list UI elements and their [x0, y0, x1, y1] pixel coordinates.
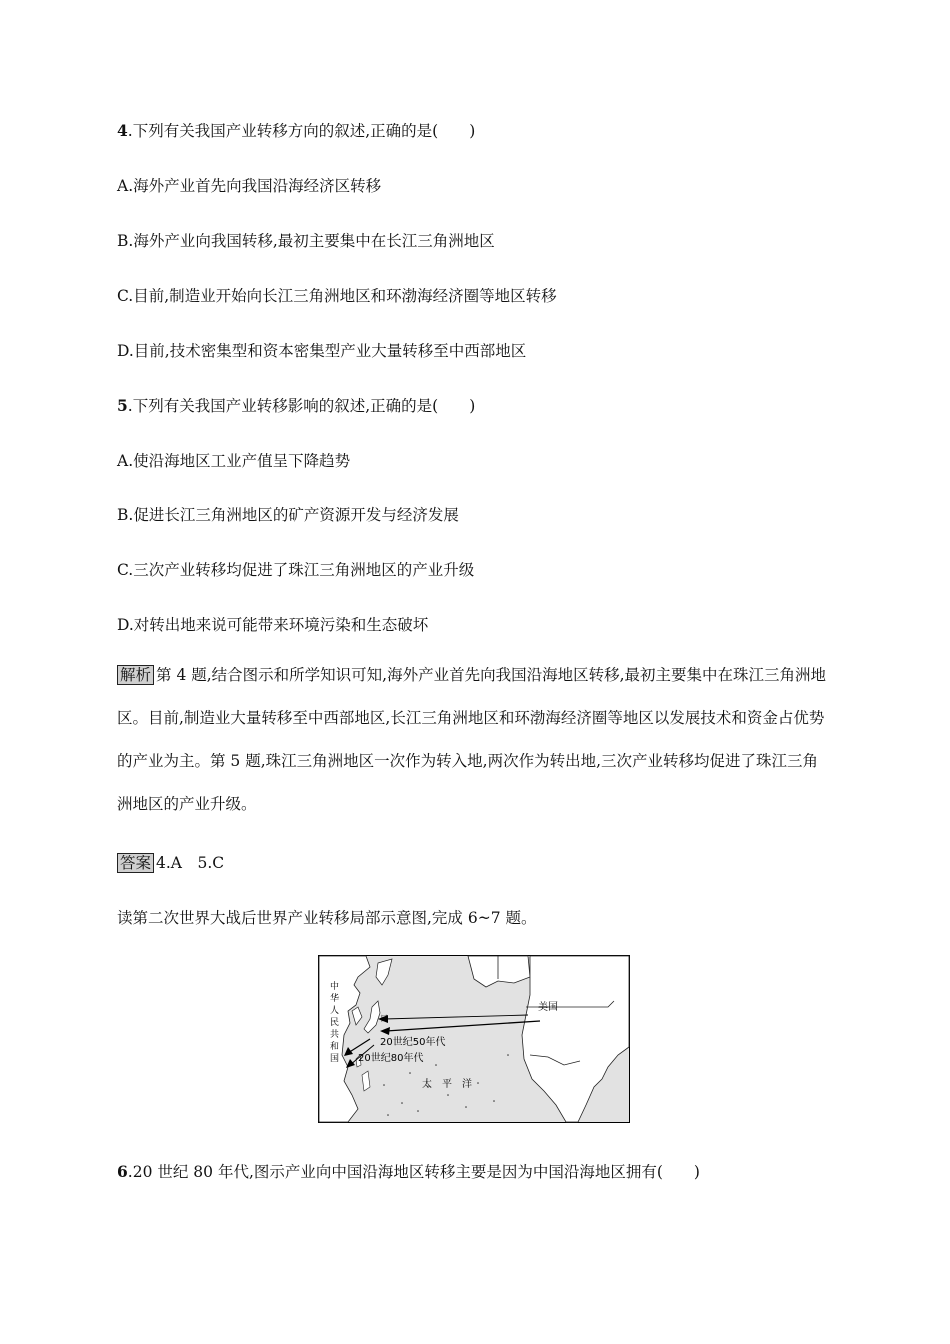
- map-label-china-char: 民: [330, 1018, 340, 1028]
- answer-tag: 答案: [117, 853, 154, 873]
- question-4-option-d: D.目前,技术密集型和资本密集型产业大量转移至中西部地区: [117, 342, 527, 360]
- industry-transfer-map: [318, 955, 630, 1123]
- question-6-stem: [117, 1160, 700, 1182]
- answer-text: 4.A 5.C: [156, 854, 225, 872]
- map-label-china-char: 华: [330, 994, 340, 1004]
- map-label-china-char: 中: [330, 982, 340, 992]
- question-4-option-c: C.目前,制造业开始向长江三角洲地区和环渤海经济圈等地区转移: [117, 287, 557, 305]
- question-4-option-a: A.海外产业首先向我国沿海经济区转移: [117, 177, 382, 195]
- map-label-china-char: 共: [330, 1030, 340, 1040]
- question-5-number: 5: [117, 396, 128, 415]
- answer-block: [117, 851, 224, 873]
- question-5-option-d: D.对转出地来说可能带来环境污染和生态破坏: [117, 616, 429, 634]
- question-5-stem: [117, 394, 475, 416]
- question-4-stem: [117, 119, 475, 141]
- map-intro-text: 读第二次世界大战后世界产业转移局部示意图,完成 6~7 题。: [117, 909, 537, 927]
- question-5-option-b: B.促进长江三角洲地区的矿产资源开发与经济发展: [117, 506, 459, 524]
- question-4-text: .下列有关我国产业转移方向的叙述,正确的是( ): [127, 122, 476, 140]
- map-label-china-char: 人: [330, 1006, 340, 1016]
- question-5-text: .下列有关我国产业转移影响的叙述,正确的是( ): [127, 397, 476, 415]
- question-6-number: 6: [117, 1162, 128, 1181]
- map-label-china-char: 和: [330, 1042, 340, 1052]
- question-5-option-a: A.使沿海地区工业产值呈下降趋势: [117, 452, 351, 470]
- analysis-text: 第 4 题,结合图示和所学知识可知,海外产业首先向我国沿海地区转移,最初主要集中在珠江三角洲地区。目前,制造业大量转移至中西部地区,长江三角洲地区和环渤海经济圈等地区以发展技术和资金占优势的产业为主。第 5 题,珠江三角洲地区一次作为转入地,两次作为转出地,三次产业转移均促进了珠江三角洲地区的产业升级。: [117, 666, 827, 813]
- map-label-1980s: 20世纪80年代: [358, 1053, 424, 1064]
- analysis-tag: 解析: [117, 665, 154, 685]
- analysis-block: [117, 654, 832, 826]
- map-label-china-char: 国: [330, 1054, 340, 1064]
- question-4-option-b: B.海外产业向我国转移,最初主要集中在长江三角洲地区: [117, 232, 495, 250]
- map-label-japan: 日: [380, 1014, 388, 1023]
- map-label-1950s: 20世纪50年代: [380, 1037, 446, 1048]
- question-6-text: .20 世纪 80 年代,图示产业向中国沿海地区转移主要是因为中国沿海地区拥有( ): [127, 1163, 700, 1181]
- question-5-option-c: C.三次产业转移均促进了珠江三角洲地区的产业升级: [117, 561, 475, 579]
- map-label-pacific: 太 平 洋: [422, 1079, 472, 1090]
- map-label-usa: 美国: [538, 1002, 558, 1013]
- map-svg: [318, 955, 630, 1123]
- question-4-number: 4: [117, 121, 128, 140]
